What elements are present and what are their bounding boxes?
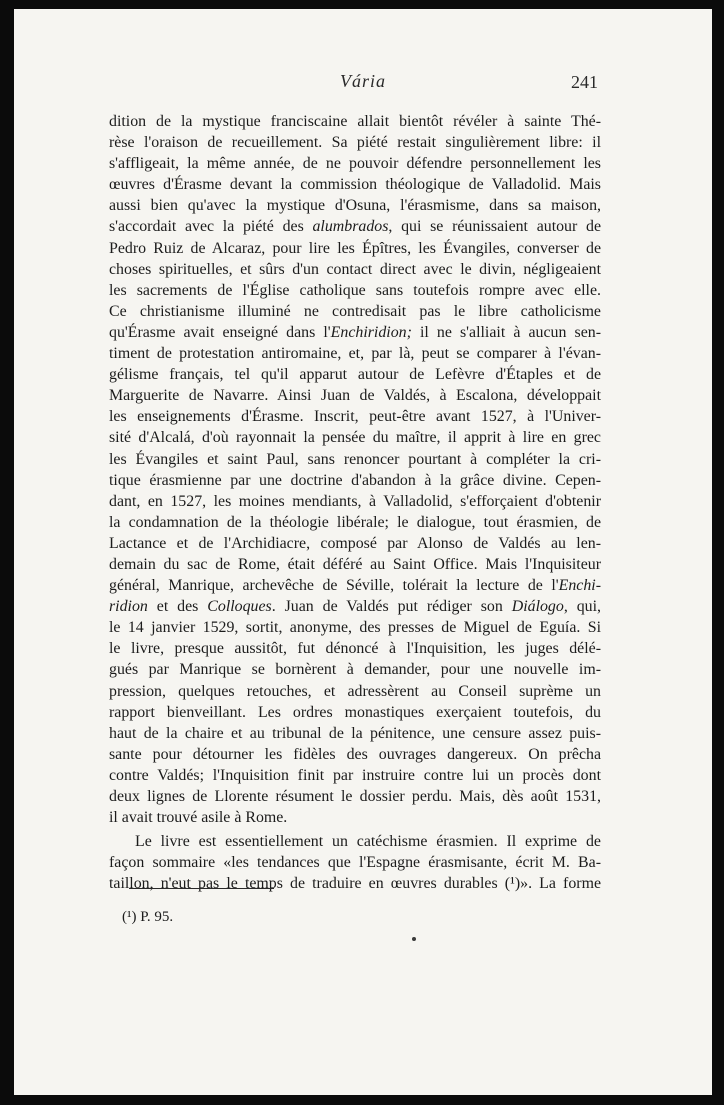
text-line: les sacrements de l'Église catholique sans toutefois rompre avec elle.	[109, 281, 601, 299]
text-line: tique érasmienne par une doctrine d'abandon à la grâce divine. Cepen-	[109, 471, 601, 489]
ink-dot	[412, 937, 416, 941]
text-line	[109, 216, 601, 237]
text-line	[109, 596, 601, 617]
text-run: s'accordait avec la piété des	[109, 218, 313, 236]
footnote-rule	[129, 888, 274, 889]
paragraph-2	[109, 831, 601, 894]
text-line: les enseignements d'Érasme. Inscrit, peut-être avant 1527, à l'Univer-	[109, 408, 601, 426]
text-run: , qui,	[563, 598, 601, 616]
text-run: et des	[147, 598, 208, 616]
text-line: le livre, presque aussitôt, fut dénoncé à l'Inquisition, les juges délé-	[109, 640, 601, 658]
text-line: contre Valdés; l'Inquisition finit par instruire contre lui un procès dont	[109, 766, 601, 784]
italic-title: Colloques	[207, 598, 272, 616]
text-line: pression, quelques retouches, et adressèrent au Conseil suprème un	[109, 682, 601, 700]
text-line: s'affligeait, la même année, de ne pouvoir défendre personnellement les	[109, 155, 601, 173]
text-line: demain du sac de Rome, était déféré au Saint Office. Mais l'Inquisiteur	[109, 555, 601, 573]
text-line: deux lignes de Llorente résument le dossier perdu. Mais, dès août 1531,	[109, 788, 601, 805]
text-line: Le livre est essentiellement un catéchisme érasmien. Il exprime de	[135, 833, 601, 851]
running-head	[14, 71, 712, 95]
italic-title: Enchi-	[558, 577, 601, 595]
footnote: (¹) P. 95.	[122, 909, 174, 925]
text-run: , qui se réunissaient autour de	[388, 218, 601, 236]
text-run: il ne s'alliait à aucun sen-	[411, 323, 601, 341]
text-line: sante pour détourner les fidèles des ouvrages dangereux. On prêcha	[109, 745, 601, 763]
text-line: rèse l'oraison de recueillement. Sa piété restait singulièrement libre: il	[109, 134, 601, 152]
text-line	[109, 322, 601, 343]
text-line: timent de protestation antiromaine, et, par là, peut se comparer à l'évan-	[109, 345, 601, 363]
text-run: général, Manrique, archevêche de Séville, tolérait la lecture de l'	[109, 577, 559, 595]
text-run: qu'Érasme avait enseigné dans l'	[109, 323, 331, 341]
text-line: haut de la chaire et au tribunal de la pénitence, une censure assez puis-	[109, 724, 601, 742]
text-line: gués par Manrique se bornèrent à demander, pour une nouvelle im-	[109, 661, 601, 679]
text-line: Ce christianisme illuminé ne contredisait pas le libre catholicisme	[109, 302, 601, 320]
italic-term: alumbrados	[312, 218, 389, 236]
text-line: dition de la mystique franciscaine allait bientôt révéler à sainte Thé-	[109, 113, 601, 130]
paragraph-1	[109, 111, 601, 828]
text-line: rapport bienveillant. Les ordres monastiques exerçaient toutefois, du	[109, 703, 601, 721]
text-line: façon sommaire «les tendances que l'Espagne érasmisante, écrit M. Ba-	[109, 854, 601, 872]
text-line: la condamnation de la théologie libérale; le dialogue, tout érasmien, de	[109, 513, 601, 531]
running-title: Vária	[339, 71, 386, 91]
text-line: Marguerite de Navarre. Ainsi Juan de Valdés, à Escalona, développait	[109, 387, 601, 405]
text-line: le 14 janvier 1529, sortit, anonyme, des presses de Miguel de Eguía. Si	[109, 619, 601, 637]
text-line: les Évangiles et saint Paul, sans renoncer pourtant à compléter la cri-	[109, 450, 601, 468]
text-line: aussi bien qu'avec la mystique d'Osuna, l'érasmisme, dans sa maison,	[109, 197, 601, 215]
text-line: gélisme français, tel qu'il apparut autour de Lefèvre d'Étaples et de	[109, 366, 601, 384]
italic-title: Enchiridion;	[330, 323, 412, 341]
body-text	[109, 111, 601, 894]
text-line: dant, en 1527, les moines mendiants, à Valladolid, s'efforçaient d'obtenir	[109, 492, 601, 510]
text-line: taillon, n'eut pas le temps de traduire en œuvres durables (¹)». La forme	[109, 875, 601, 893]
text-line: Pedro Ruiz de Alcaraz, pour lire les Épîtres, les Évangiles, converser de	[109, 239, 601, 257]
text-line	[109, 575, 601, 596]
text-run: . Juan de Valdés put rédiger son	[271, 598, 512, 616]
text-line: Lactance et de l'Archidiacre, composé par Alonso de Valdés au len-	[109, 534, 601, 552]
book-page	[14, 9, 712, 1095]
text-line: œuvres d'Érasme devant la commission théologique de Valladolid. Mais	[109, 176, 601, 194]
text-line: il avait trouvé asile à Rome.	[109, 809, 288, 827]
italic-title: ridion	[109, 598, 148, 616]
page-number: 241	[571, 72, 598, 92]
italic-title: Diálogo	[511, 598, 564, 616]
text-line: choses spirituelles, et sûrs d'un contact direct avec le divin, négligeaient	[109, 260, 601, 278]
text-line: sité d'Alcalá, d'où rayonnait la pensée du maître, il apprit à lire en grec	[109, 429, 601, 447]
